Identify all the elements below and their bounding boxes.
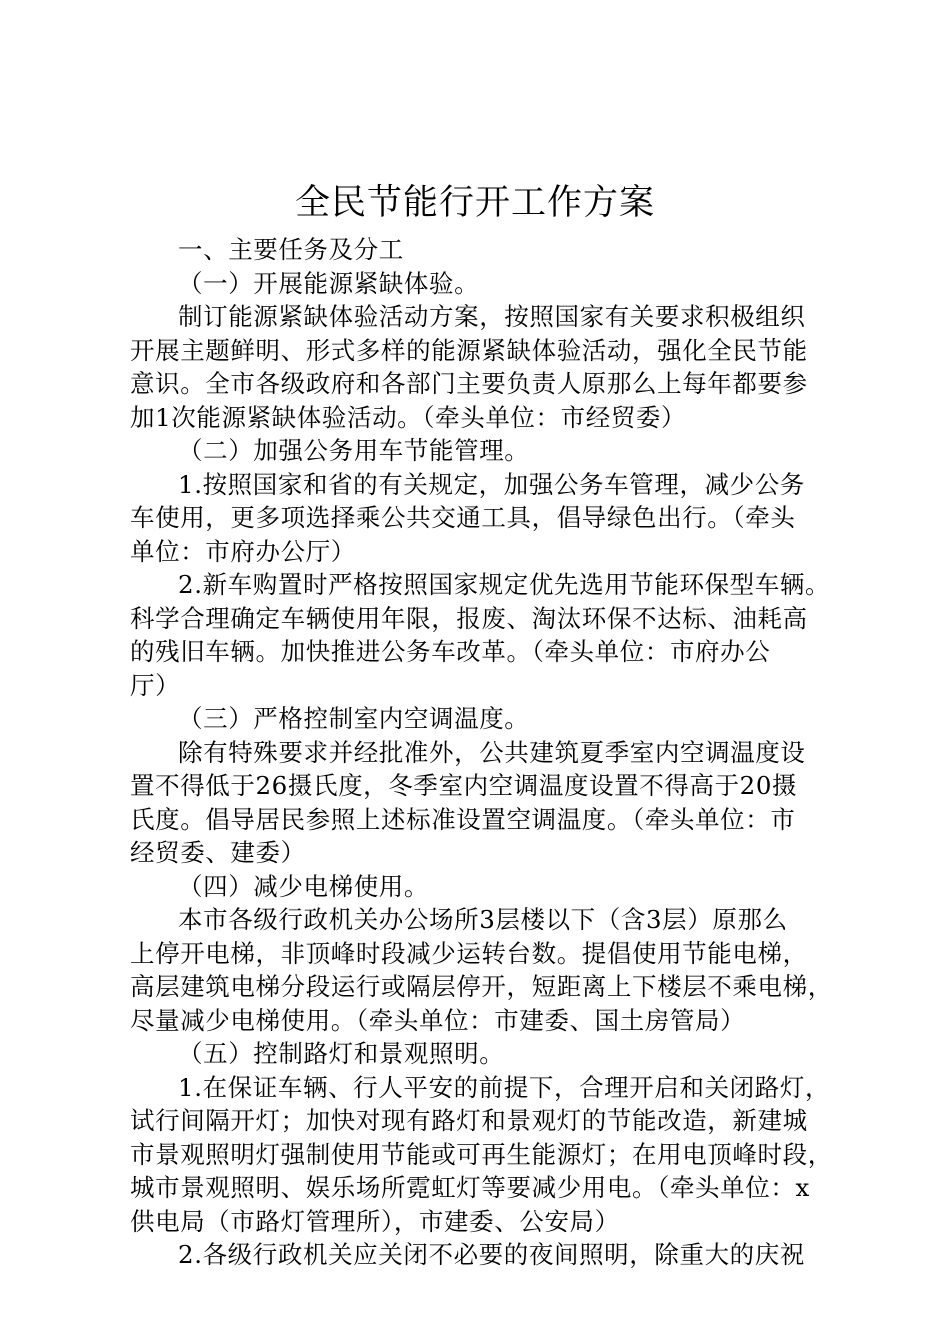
paragraph-line: 的残旧车辆。加快推进公务车改革。（牵头单位：市府办公 — [130, 637, 771, 666]
paragraph-line: 城市景观照明、娱乐场所霓虹灯等要减少用电。（牵头单位：x — [130, 1173, 810, 1202]
paragraph-line: 单位：市府办公厅） — [130, 537, 356, 566]
paragraph-line: 2.各级行政机关应关闭不必要的夜间照明，除重大的庆祝 — [178, 1240, 805, 1269]
paragraph-line: 1.在保证车辆、行人平安的前提下，合理开启和关闭路灯， — [178, 1073, 831, 1102]
paragraph-line: 尽量减少电梯使用。（牵头单位：市建委、国土房管局） — [130, 1006, 746, 1035]
paragraph-line: 氏度。倡导居民参照上述标准设置空调温度。（牵头单位：市 — [130, 805, 796, 834]
paragraph-line: 2.新车购置时严格按照国家规定优先选用节能环保型车辆。 — [178, 570, 831, 599]
paragraph-line: 上停开电梯，非顶峰时段减少运转台数。提倡使用节能电梯， — [130, 939, 808, 968]
paragraph-line: 开展主题鲜明、形式多样的能源紧缺体验活动，强化全民节能 — [130, 336, 808, 365]
paragraph-line: 本市各级行政机关办公场所3层楼以下（含3层）原那么 — [178, 905, 788, 934]
paragraph-line: 厅） — [130, 671, 181, 700]
subsection-heading: （四）减少电梯使用。 — [178, 872, 429, 901]
paragraph-line: 高层建筑电梯分段运行或隔层停开，短距离上下楼层不乘电梯， — [130, 972, 833, 1001]
subsection-heading: （五）控制路灯和景观照明。 — [178, 1039, 505, 1068]
paragraph-line: 供电局（市路灯管理所），市建委、公安局） — [130, 1207, 620, 1236]
subsection-heading: （三）严格控制室内空调温度。 — [178, 704, 530, 733]
paragraph-line: 置不得低于26摄氏度，冬季室内空调温度设置不得高于20摄 — [130, 771, 798, 800]
paragraph-line: 车使用，更多项选择乘公共交通工具，倡导绿色出行。（牵头 — [130, 503, 796, 532]
paragraph-line: 制订能源紧缺体验活动方案，按照国家有关要求积极组织 — [178, 302, 806, 331]
paragraph-line: 1.按照国家和省的有关规定，加强公务车管理，减少公务 — [178, 470, 805, 499]
section-heading: 一、主要任务及分工 — [178, 235, 404, 264]
paragraph-line: 科学合理确定车辆使用年限，报废、淘汰环保不达标、油耗高 — [130, 604, 808, 633]
paragraph-line: 经贸委、建委） — [130, 838, 306, 867]
paragraph-line: 加1次能源紧缺体验活动。（牵头单位：市经贸委） — [130, 403, 687, 432]
document-title: 全民节能行开工作方案 — [294, 183, 655, 223]
paragraph-line: 市景观照明灯强制使用节能或可再生能源灯；在用电顶峰时段， — [130, 1140, 833, 1169]
paragraph-line: 除有特殊要求并经批准外，公共建筑夏季室内空调温度设 — [178, 738, 806, 767]
subsection-heading: （二）加强公务用车节能管理。 — [178, 436, 530, 465]
subsection-heading: （一）开展能源紧缺体验。 — [178, 269, 480, 298]
paragraph-line: 试行间隔开灯；加快对现有路灯和景观灯的节能改造，新建城 — [130, 1106, 808, 1135]
paragraph-line: 意识。全市各级政府和各部门主要负责人原那么上每年都要参 — [130, 369, 808, 398]
